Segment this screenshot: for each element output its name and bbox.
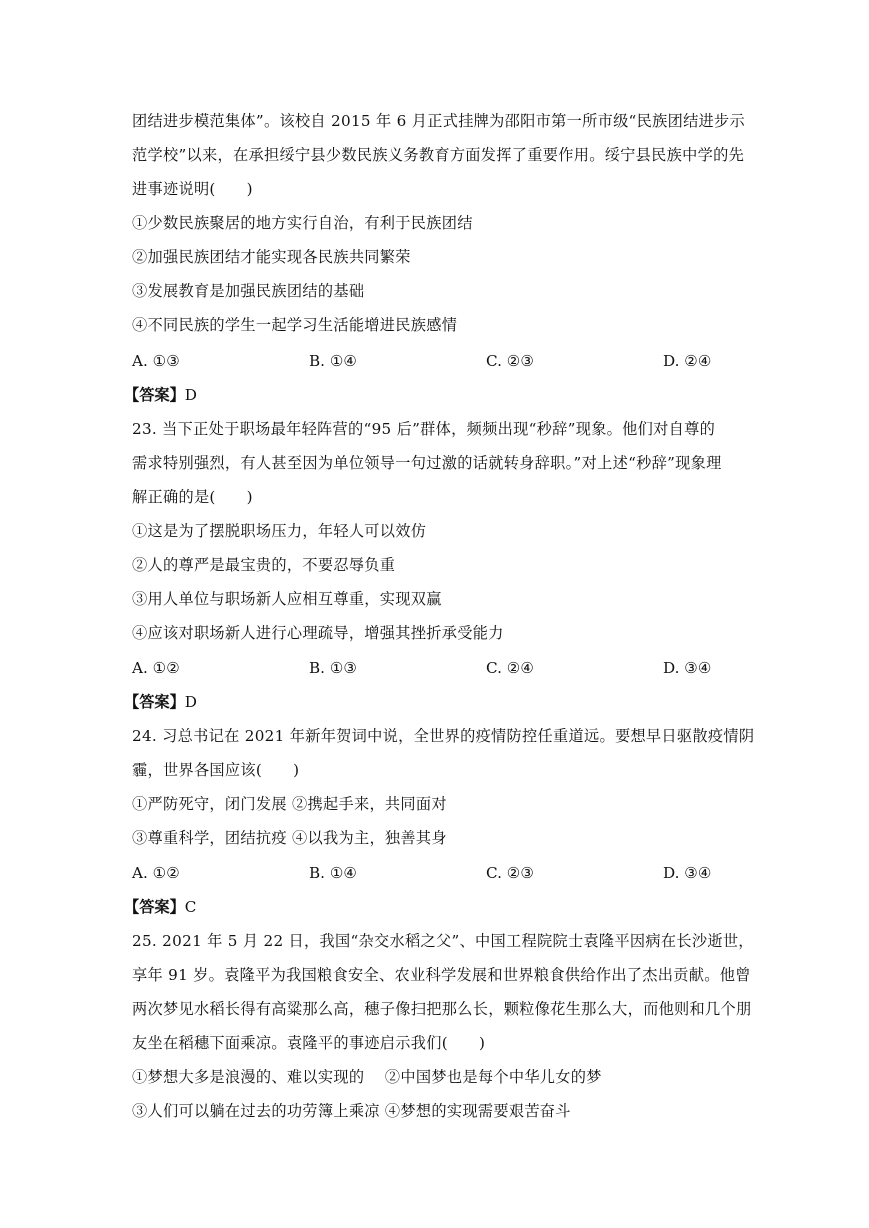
answer: [124, 692, 197, 712]
option-a: A. ①②: [132, 864, 180, 882]
option-a: A. ①③: [132, 352, 180, 370]
question-text-line: 需求特别强烈，有人甚至因为单位领导一句过激的话就转身辞职。”对上述“秒辞”现象理: [132, 454, 722, 472]
option-b: B. ①④: [309, 352, 358, 370]
option-c: C. ②③: [486, 864, 534, 882]
question-text-line: 团结进步模范集体”。该校自 2015 年 6 月正式挂牌为邵阳市第一所市级“民族团结进步示: [132, 112, 746, 130]
question-text-line: 友坐在稻穗下面乘凉。袁隆平的事迹启示我们( ): [132, 1034, 486, 1052]
statement: ②人的尊严是最宝贵的，不要忍辱负重: [132, 556, 396, 574]
statement: ①严防死守，闭门发展 ②携起手来，共同面对: [132, 795, 447, 813]
answer-value: C: [184, 898, 197, 916]
statement: ④应该对职场新人进行心理疏导，增强其挫折承受能力: [132, 624, 504, 642]
question-text-line: 23. 当下正处于职场最年轻阵营的“95 后”群体，频频出现“秒辞”现象。他们对自尊的: [132, 420, 716, 438]
option-c: C. ②④: [486, 659, 534, 677]
question-text-line: 24. 习总书记在 2021 年新年贺词中说，全世界的疫情防控任重道远。要想早日驱散疫情阴: [132, 727, 755, 745]
question-text-line: 25. 2021 年 5 月 22 日，我国“杂交水稻之父”、中国工程院院士袁隆平因病在长沙逝世，: [132, 932, 754, 950]
question-text-line: 进事迹说明( ): [132, 180, 253, 198]
answer-value: D: [184, 693, 197, 711]
question-text-line: 解正确的是( ): [132, 488, 253, 506]
answer: [124, 897, 196, 917]
answer-label: 【答案】: [124, 898, 185, 916]
statement: ③人们可以躺在过去的功劳簿上乘凉 ④梦想的实现需要艰苦奋斗: [132, 1102, 571, 1120]
question-text-line: 享年 91 岁。袁隆平为我国粮食安全、农业科学发展和世界粮食供给作出了杰出贡献。他曾: [132, 966, 751, 984]
statement: ①这是为了摆脱职场压力，年轻人可以效仿: [132, 522, 427, 540]
option-a: A. ①②: [132, 659, 180, 677]
option-d: D. ②④: [663, 352, 712, 370]
question-text-line: 两次梦见水稻长得有高粱那么高，穗子像扫把那么长，颗粒像花生那么大，而他则和几个朋: [132, 1000, 752, 1018]
statement: ③发展教育是加强民族团结的基础: [132, 282, 365, 300]
question-text-line: 霾，世界各国应该( ): [132, 761, 300, 779]
statement: ③用人单位与职场新人应相互尊重，实现双赢: [132, 590, 442, 608]
statement: ③尊重科学，团结抗疫 ④以我为主，独善其身: [132, 829, 447, 847]
answer-label: 【答案】: [124, 386, 185, 404]
option-b: B. ①④: [309, 864, 358, 882]
statement: ①少数民族聚居的地方实行自治，有利于民族团结: [132, 214, 473, 232]
statement: ②加强民族团结才能实现各民族共同繁荣: [132, 248, 411, 266]
question-text-line: 范学校”以来，在承担绥宁县少数民族义务教育方面发挥了重要作用。绥宁县民族中学的先: [132, 146, 745, 164]
option-b: B. ①③: [309, 659, 358, 677]
answer-value: D: [184, 386, 197, 404]
answer: [124, 385, 197, 405]
option-d: D. ③④: [663, 864, 712, 882]
answer-label: 【答案】: [124, 693, 185, 711]
statement: ④不同民族的学生一起学习生活能增进民族感情: [132, 316, 458, 334]
statement: ①梦想大多是浪漫的、难以实现的 ②中国梦也是每个中华儿女的梦: [132, 1068, 602, 1086]
option-c: C. ②③: [486, 352, 534, 370]
option-d: D. ③④: [663, 659, 712, 677]
